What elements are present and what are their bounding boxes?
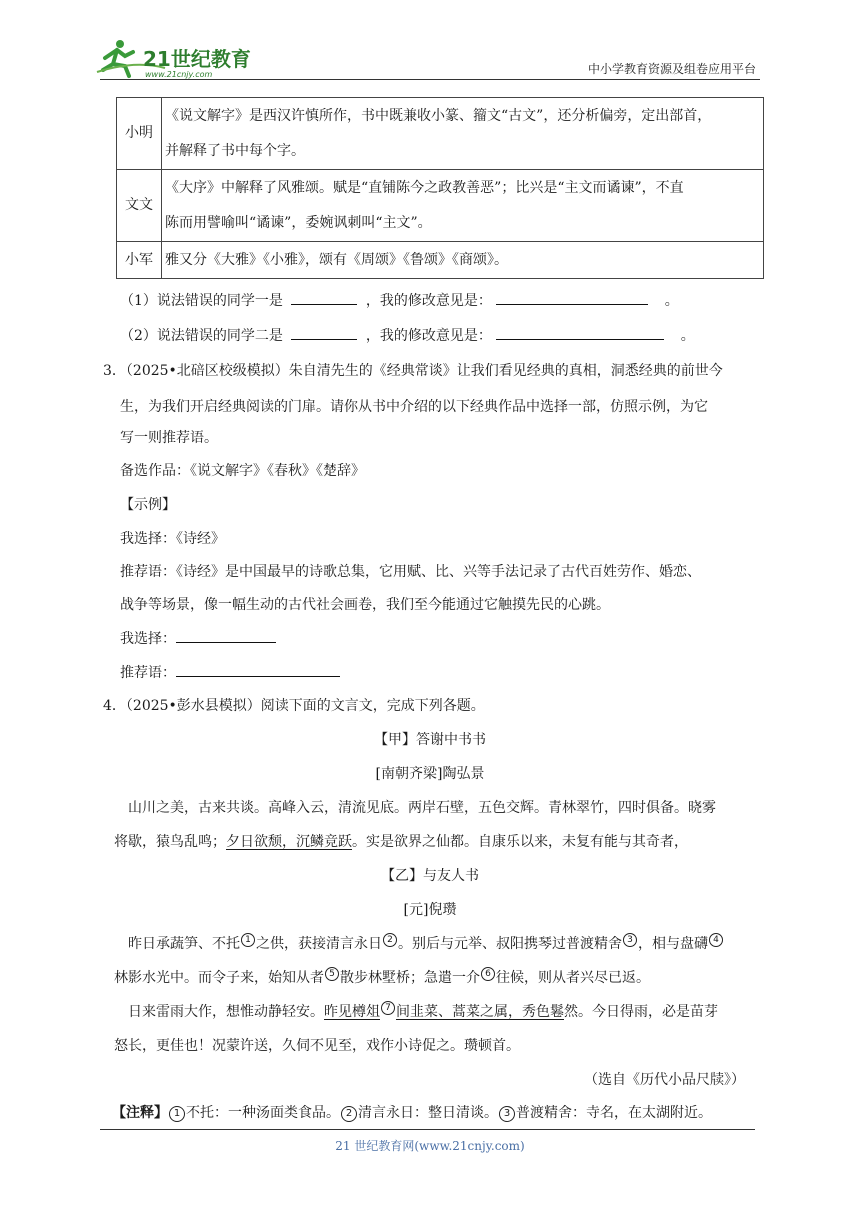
yi-text-line: 日来雷雨大作，想惟动静轻安。昨见樽俎 7 间韭菜、蒿菜之属，秀色鬈然。今日得雨，必是苗芽 [128,1003,718,1020]
q3-options: 备选作品：《说文解字》《春秋》《楚辞》 [120,463,365,479]
q3-stem-line: 3．（2025•北碚区校级模拟）朱自清先生的《经典常谈》让我们看见经典的真相，洞悉经典的前世今 [103,363,723,379]
header-platform-text: 中小学教育资源及组卷应用平台 [587,62,756,76]
note-marker: 1 [169,1106,185,1122]
jia-author: [南朝齐梁]陶弘景 [375,766,485,782]
note-marker: 6 [481,967,495,981]
jia-text-line: 山川之美，古来共谈。高峰入云，清流见底。两岸石壁，五色交辉。青林翠竹，四时俱备。晓雾 [128,800,716,816]
svg-text:www.21cnjy.com: www.21cnjy.com [145,70,213,79]
yi-author: [元]倪瓒 [403,902,457,918]
jia-text-line: 将歇，猿鸟乱鸣；夕日欲颓，沉鳞竞跃。实是欲界之仙都。自康乐以来，未复有能与其奇者， [114,834,688,850]
header-divider [100,79,760,80]
student-name: 文文 [117,170,162,242]
q3-my-choice: 我选择： [120,628,276,648]
q3-example-rec: 战争等场景，像一幅生动的古代社会画卷，我们至今能通过它触摸先民的心跳。 [120,597,610,613]
answer-blank[interactable] [176,662,340,677]
footer-text: 21 世纪教育网(www.21cnjy.com) [335,1139,525,1153]
answer-blank[interactable] [496,325,664,340]
q3-example-choice: 我选择：《诗经》 [120,531,225,547]
q3-stem-line: 生，为我们开启经典阅读的门扉。请你从书中介绍的以下经典作品中选择一部，仿照示例，为它 [120,399,708,415]
student-name: 小军 [117,242,162,279]
source-citation: （选自《历代小品尺牍》） [584,1072,745,1088]
jia-title: 【甲】答谢中书书 [374,732,486,748]
note-marker: 3 [499,1106,515,1122]
note-marker: 5 [325,967,339,981]
note-marker: 1 [241,933,255,947]
answer-blank[interactable] [291,290,357,305]
q2-sub1: （1）说法错误的同学一是 ，我的修改意见是： 。 [120,290,679,310]
underlined-sentence: 夕日欲颓，沉鳞竞跃 [226,834,352,850]
student-name: 小明 [117,98,162,170]
underlined-sentence: 昨见樽俎 7 间韭菜、蒿菜之属，秀色鬈 [324,1003,564,1020]
note-marker: 2 [383,933,397,947]
yi-text-line: 昨日承蔬笋、不托 1 之供，获接清言永日 2 。别后与元举、叔阳携琴过普渡精舍 3 ，相与盘礴 4 [128,933,724,953]
answer-blank[interactable] [176,628,276,643]
q2-sub2: （2）说法错误的同学二是 ，我的修改意见是： 。 [120,325,695,345]
table-row [117,170,764,242]
q3-my-rec: 推荐语： [120,662,340,682]
q4-intro: 4．（2025•彭水县模拟）阅读下面的文言文，完成下列各题。 [103,698,485,714]
notes-line: 【注释】 1 不托：一种汤面类食品。 2 清言永日：整日清谈。 3 普渡精舍：寺名，在太湖附近。 [112,1105,712,1121]
student-opinion: 雅又分《大雅》《小雅》，颂有《周颂》《鲁颂》《商颂》。 [162,242,764,279]
q3-example-label: 【示例】 [120,497,176,513]
table-row [117,242,764,279]
student-opinion: 《说文解字》是西汉许慎所作，书中既兼收小篆、籀文“古文”，还分析偏旁，定出部首， 并解释了书中每个字。 [162,98,764,170]
answer-blank[interactable] [291,325,357,340]
table-row [117,98,764,170]
svg-text:21世纪教育: 21世纪教育 [143,47,251,71]
student-opinion: 《大序》中解释了风雅颂。赋是“直铺陈今之政教善恶”；比兴是“主文而谲谏”，不直 陈而用譬喻叫“谲谏”，委婉讽刺叫“主文”。 [162,170,764,242]
q3-example-rec: 推荐语：《诗经》是中国最早的诗歌总集，它用赋、比、兴等手法记录了古代百姓劳作、婚恋、 [120,564,701,580]
note-marker: 2 [341,1106,357,1122]
note-marker: 3 [623,933,637,947]
note-marker: 7 [381,1001,395,1015]
yi-text-line: 林影水光中。而令子来，始知从者 5 散步林墅桥；急遣一介 6 往候，则从者兴尽已返。 [114,969,650,986]
runner-logo-icon [95,36,265,80]
footer-divider [100,1129,755,1130]
answer-blank[interactable] [496,290,648,305]
yi-text-line: 怒长，更佳也！况蒙许送，久伺不见至，戏作小诗促之。瓒顿首。 [114,1038,520,1054]
q3-stem-line: 写一则推荐语。 [120,430,218,446]
opinion-table [116,97,764,279]
note-marker: 4 [709,933,723,947]
yi-title: 【乙】与友人书 [381,868,479,884]
site-logo [95,36,265,80]
